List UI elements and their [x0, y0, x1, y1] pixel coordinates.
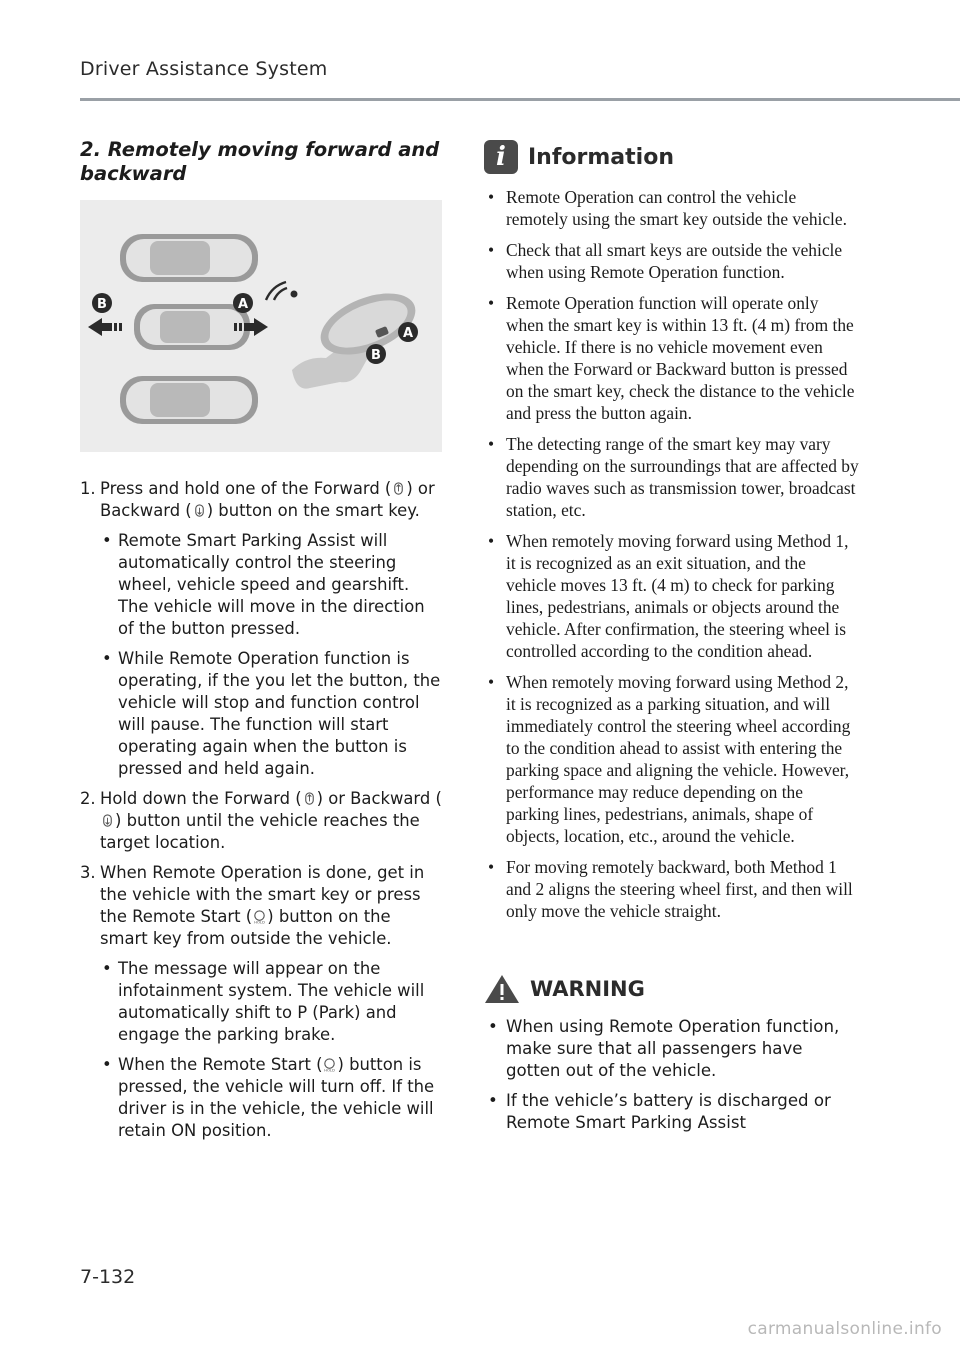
car-bottom-icon: [120, 376, 258, 424]
information-item: • When remotely moving forward using Method 1, it is recognized as an exit situation, and the vehicle moves 13 ft. (4 m) to check for parking lines, pedestrians, animals or objects around the vehicle. After confirmation, the steering wheel is controlled according to the condition ahead.: [484, 530, 860, 662]
step-text: ) button on the smart key.: [206, 501, 420, 520]
bullet-text: When the Remote Start (: [118, 1055, 323, 1074]
forward-button-icon: [302, 791, 317, 806]
step-number: 3.: [80, 863, 96, 882]
step-1-bullets: [100, 530, 442, 780]
step-text: ) or Backward (: [316, 789, 442, 808]
watermark: carmanualsonline.info: [747, 1319, 942, 1339]
step-number: 1.: [80, 479, 96, 498]
information-title: Information: [528, 144, 674, 170]
header-divider: [80, 98, 960, 101]
information-item: • Remote Operation function will operate only when the smart key is within 13 ft. (4 m) from the vehicle. If there is no vehicle movement even when the Forward or Backward button is pressed on the smart key, check the distance to the vehicle and press the button again.: [484, 292, 860, 424]
warning-header: [484, 974, 860, 1004]
step-text: ) or Backward (: [100, 479, 435, 520]
label-b-left: B: [97, 297, 107, 312]
information-icon: i: [484, 140, 518, 174]
warning-list: [484, 1016, 860, 1134]
right-column: [484, 140, 860, 1142]
step-text: Hold down the Forward (: [100, 789, 302, 808]
information-item: • The detecting range of the smart key may vary depending on the surroundings that are affected by radio waves such as transmission tower, broadcast station, etc.: [484, 433, 860, 521]
bullet-item: [100, 1054, 442, 1142]
svg-text:HOLD: HOLD: [324, 1068, 336, 1072]
forward-button-icon: [391, 481, 406, 496]
illustration-svg: [80, 200, 442, 452]
information-item: • When remotely moving forward using Method 2, it is recognized as a parking situation, and will immediately control the steering wheel according to the condition ahead to assist with entering the parking space and aligning the vehicle. However, performance may reduce depending on the parking lines, pedestrians, animals, shape of objects, location, etc., around the vehicle.: [484, 671, 860, 847]
label-a-top: A: [237, 297, 249, 312]
step-3: [80, 862, 442, 1142]
step-text: Press and hold one of the Forward (: [100, 479, 392, 498]
step-3-bullets: [100, 958, 442, 1142]
backward-button-icon: [100, 813, 115, 828]
car-middle-icon: [134, 304, 250, 350]
bullet-item: • While Remote Operation function is operating, if the you let the button, the vehicle will stop and function control will pause. The function will start operating again when the button is pressed and held again.: [100, 648, 442, 780]
remote-start-icon: [322, 1057, 337, 1072]
bullet-text: ) button is pressed, the vehicle will turn off. If the driver is in the vehicle, the vehicle will retain ON position.: [118, 1055, 435, 1140]
section-title: 2. Remotely moving forward and backward: [80, 138, 440, 185]
information-item: • Remote Operation can control the vehicle remotely using the smart key outside the vehicle.: [484, 186, 860, 230]
remote-start-icon: [252, 909, 267, 924]
warning-triangle-icon: [484, 974, 520, 1004]
step-number: 2.: [80, 789, 96, 808]
step-1: [80, 478, 442, 780]
step-text: ) button on the smart key from outside the vehicle.: [100, 907, 392, 948]
information-list: [484, 186, 860, 922]
label-b-key: B: [371, 348, 381, 363]
warning-item: • If the vehicle’s battery is discharged or Remote Smart Parking Assist: [484, 1090, 860, 1134]
label-a-key: A: [402, 326, 414, 341]
warning-title: WARNING: [530, 977, 645, 1001]
backward-button-icon: [192, 503, 207, 518]
warning-item: • When using Remote Operation function, make sure that all passengers have gotten out of the vehicle.: [484, 1016, 860, 1082]
step-text: When Remote Operation is done, get in the vehicle with the smart key or press the Remote Start (: [100, 863, 425, 926]
page-number: 7-132: [80, 1266, 136, 1288]
information-item: • Check that all smart keys are outside the vehicle when using Remote Operation function.: [484, 239, 860, 283]
running-header: Driver Assistance System: [80, 58, 328, 80]
car-top-icon: [120, 234, 258, 282]
step-text: ) button until the vehicle reaches the target location.: [100, 811, 420, 852]
left-column: [80, 138, 442, 1150]
step-2: [80, 788, 442, 854]
steps-list: [80, 478, 442, 1142]
remote-parking-illustration: [80, 200, 442, 452]
bullet-item: • The message will appear on the infotainment system. The vehicle will automatically shift to P (Park) and engage the parking brake.: [100, 958, 442, 1046]
svg-text:HOLD: HOLD: [254, 920, 266, 924]
bullet-item: • Remote Smart Parking Assist will automatically control the steering wheel, vehicle speed and gearshift. The vehicle will move in the direction of the button pressed.: [100, 530, 442, 640]
information-item: • For moving remotely backward, both Method 1 and 2 aligns the steering wheel first, and then will only move the vehicle straight.: [484, 856, 860, 922]
information-header: [484, 140, 860, 174]
